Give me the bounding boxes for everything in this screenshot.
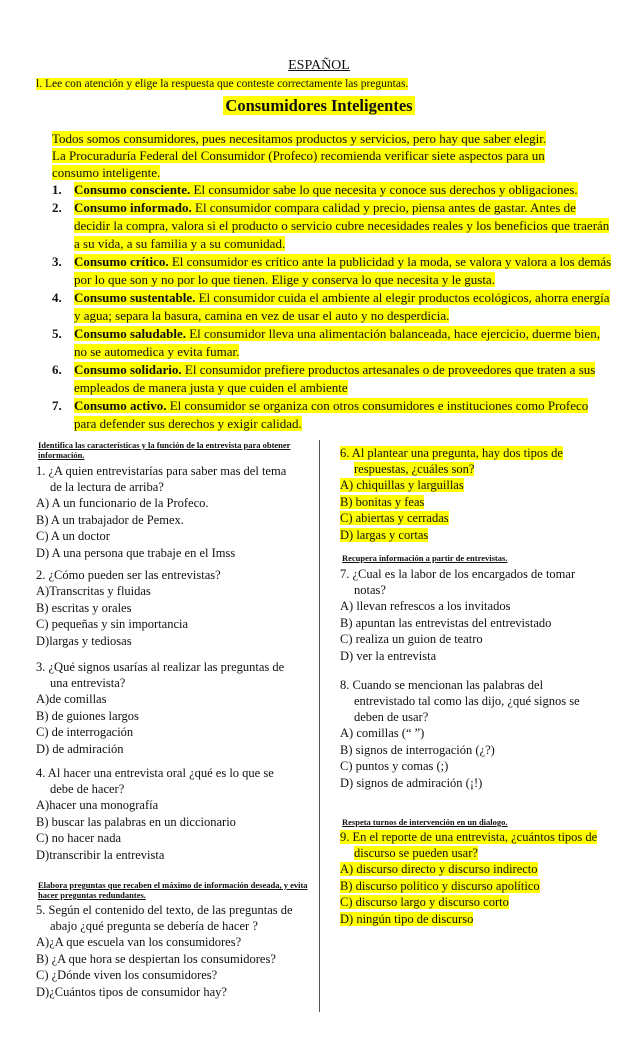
aspect-name: Consumo saludable. — [74, 326, 186, 341]
intro-line: La Procuraduría Federal del Consumidor (Profeco) recomienda verificar siete aspectos para un — [52, 148, 545, 163]
option-c[interactable]: C) ¿Dónde viven los consumidores? — [36, 968, 218, 982]
intro-line: consumo inteligente. — [52, 165, 161, 180]
option-b[interactable]: B) A un trabajador de Pemex. — [36, 512, 184, 527]
question-5 — [36, 902, 298, 1000]
option-d[interactable]: D) A una persona que trabaje en el Imss — [36, 545, 236, 560]
option-b[interactable]: B) discurso político y discurso apolítico — [340, 878, 540, 893]
option-a[interactable]: A) comillas (“ ”) — [340, 726, 425, 740]
instruction-text: l. Lee con atención y elige la respuesta que conteste correctamente las preguntas. — [36, 78, 409, 90]
question-stem: 9. En el reporte de una entrevista, ¿cuántos tipos de discurso se pueden usar? — [340, 830, 598, 860]
option-a[interactable]: A)hacer una monografía — [36, 798, 159, 812]
option-d[interactable]: D) largas y cortas — [340, 527, 429, 542]
option-a[interactable]: A) chiquillas y larguillas — [340, 478, 464, 492]
option-b[interactable]: B) bonitas y feas — [340, 494, 425, 509]
question-stem: 8. Cuando se mencionan las palabras del entrevistado tal como las dijo, ¿qué signos se deben de usar? — [340, 678, 580, 724]
option-a[interactable]: A) llevan refrescos a los invitados — [340, 599, 511, 613]
option-b[interactable]: B) ¿A que hora se despiertan los consumidores? — [36, 951, 276, 966]
item-number: 1. — [52, 182, 62, 197]
aspect-name: Consumo sustentable. — [74, 290, 196, 305]
option-b[interactable]: B) de guiones largos — [36, 708, 139, 723]
aspect-name: Consumo informado. — [74, 200, 192, 215]
intro-line: Todos somos consumidores, pues necesitamos productos y servicios, pero hay que saber elegir. — [52, 131, 547, 146]
option-d[interactable]: D) ver la entrevista — [340, 648, 437, 663]
option-c[interactable]: C) no hacer nada — [36, 831, 122, 845]
subject-title: ESPAÑOL — [288, 58, 350, 73]
aspect-name: Consumo crítico. — [74, 254, 169, 269]
question-4 — [36, 765, 298, 863]
aspect-text: El consumidor es crítico ante la publicidad y la moda, se valora y valora a los demás por lo que son y no por lo que tienen. Elige y conserva lo que necesita y le gusta. — [74, 254, 612, 287]
aspect-text: El consumidor lleva una alimentación balanceada, hace ejercicio, duerme bien, no se automedica y evita fumar. — [74, 326, 600, 359]
list-item — [52, 361, 612, 397]
instruction — [36, 78, 408, 90]
option-d[interactable]: D) signos de admiración (¡!) — [340, 775, 483, 790]
option-d[interactable]: D)¿Cuántos tipos de consumidor hay? — [36, 984, 227, 999]
section-heading: Identifica las características y la función de la entrevista para obtener información. — [38, 440, 291, 460]
aspect-name: Consumo consciente. — [74, 182, 191, 197]
aspect-text: El consumidor se organiza con otros consumidores e instituciones como Profeco para defender sus derechos y exigir calidad. — [74, 398, 589, 431]
item-number: 6. — [52, 362, 62, 377]
list-item — [52, 289, 612, 325]
option-a[interactable]: A) A un funcionario de la Profeco. — [36, 496, 209, 510]
question-stem: 3. ¿Qué signos usarías al realizar las preguntas de una entrevista? — [36, 660, 285, 690]
option-a[interactable]: A)Transcritas y fluidas — [36, 584, 151, 598]
question-2 — [36, 567, 298, 649]
reading-intro — [52, 130, 612, 181]
list-item — [52, 253, 612, 289]
column-divider — [319, 440, 320, 1012]
question-stem: 1. ¿A quien entrevistarías para saber mas del tema de la lectura de arriba? — [36, 464, 287, 494]
option-b[interactable]: B) signos de interrogación (¿?) — [340, 742, 495, 757]
option-c[interactable]: C) puntos y comas (;) — [340, 759, 449, 773]
question-3 — [36, 659, 298, 757]
question-stem: 5. Según el contenido del texto, de las preguntas de abajo ¿qué pregunta se debería de hacer ? — [36, 903, 293, 933]
option-c[interactable]: C) discurso largo y discurso corto — [340, 895, 509, 909]
aspect-text: El consumidor sabe lo que necesita y conoce sus derechos y obligaciones. — [190, 182, 578, 197]
aspects-list — [52, 181, 612, 433]
option-d[interactable]: D)transcribir la entrevista — [36, 847, 165, 862]
item-number: 3. — [52, 254, 62, 269]
option-d[interactable]: D) de admiración — [36, 741, 124, 756]
option-a[interactable]: A) discurso directo y discurso indirecto — [340, 862, 538, 876]
aspect-name: Consumo activo. — [74, 398, 167, 413]
item-number: 4. — [52, 290, 62, 305]
question-stem: 7. ¿Cual es la labor de los encargados de tomar notas? — [340, 567, 576, 597]
section-heading: Recupera información a partir de entrevistas. — [342, 553, 508, 563]
option-b[interactable]: B) escritas y orales — [36, 600, 132, 615]
question-8 — [340, 677, 605, 791]
list-item — [52, 397, 612, 433]
option-c[interactable]: C) realiza un guion de teatro — [340, 632, 483, 646]
item-number: 2. — [52, 200, 62, 215]
section-heading: Respeta turnos de intervención en un dialogo. — [342, 817, 508, 827]
option-b[interactable]: B) apuntan las entrevistas del entrevistado — [340, 615, 552, 630]
reading-title-text: Consumidores Inteligentes — [225, 96, 413, 115]
list-item — [52, 181, 612, 199]
option-b[interactable]: B) buscar las palabras en un diccionario — [36, 814, 236, 829]
option-d[interactable]: D) ningún tipo de discurso — [340, 911, 474, 926]
question-stem: 2. ¿Cómo pueden ser las entrevistas? — [36, 568, 221, 582]
question-stem: 4. Al hacer una entrevista oral ¿qué es lo que se debe de hacer? — [36, 766, 274, 796]
item-number: 7. — [52, 398, 62, 413]
question-6 — [340, 445, 605, 543]
question-9 — [340, 829, 605, 927]
question-stem: 6. Al plantear una pregunta, hay dos tipos de respuestas, ¿cuáles son? — [340, 446, 563, 476]
aspect-name: Consumo solidario. — [74, 362, 182, 377]
option-a[interactable]: A)de comillas — [36, 692, 107, 706]
list-item — [52, 199, 612, 253]
option-d[interactable]: D)largas y tediosas — [36, 633, 132, 648]
option-c[interactable]: C) de interrogación — [36, 725, 134, 739]
item-number: 5. — [52, 326, 62, 341]
aspect-text: El consumidor cuida el ambiente al elegir productos ecológicos, ahorra energía y agua; separa la basura, camina en vez de usar el auto y no desperdicia. — [74, 290, 610, 323]
section-heading: Elabora preguntas que recaben el máximo de información deseada, y evita hacer preguntas redundantes. — [38, 880, 308, 900]
option-c[interactable]: C) pequeñas y sin importancia — [36, 617, 189, 631]
list-item — [52, 325, 612, 361]
option-a[interactable]: A)¿A que escuela van los consumidores? — [36, 935, 242, 949]
option-c[interactable]: C) A un doctor — [36, 529, 110, 543]
option-c[interactable]: C) abiertas y cerradas — [340, 511, 449, 525]
aspect-text: El consumidor prefiere productos artesanales o de proveedores que traten a sus empleados de manera justa y que cuiden el ambiente — [74, 362, 596, 395]
question-7 — [340, 566, 605, 664]
question-1 — [36, 463, 298, 561]
reading-title — [0, 96, 638, 116]
aspect-text: El consumidor compara calidad y precio, piensa antes de gastar. Antes de decidir la compra, valora si el producto o servicio cubre necesidades reales y los beneficios que traerán a su vida, a su familia y a su comunidad. — [74, 200, 610, 251]
